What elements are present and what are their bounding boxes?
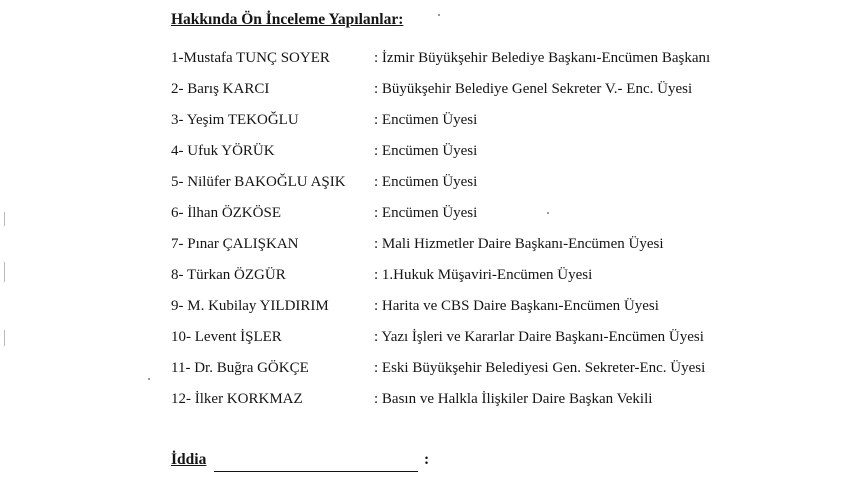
claim-colon: : — [424, 451, 430, 468]
claim-underline — [214, 471, 418, 472]
member-name: 10- Levent İŞLER — [171, 329, 282, 345]
member-row — [171, 109, 831, 140]
member-name: 2- Barış KARCI — [171, 81, 270, 97]
member-role: : Harita ve CBS Daire Başkanı-Encümen Üyesi — [374, 298, 659, 314]
member-name: 4- Ufuk YÖRÜK — [171, 143, 275, 159]
claim-label: İddia — [171, 451, 207, 468]
scan-artifact — [438, 14, 440, 16]
member-role: : Büyükşehir Belediye Genel Sekreter V.- Enc. Üyesi — [374, 81, 693, 97]
member-list — [171, 47, 831, 419]
member-row — [171, 233, 831, 264]
section-heading — [171, 11, 403, 29]
member-row — [171, 264, 831, 295]
member-name: 11- Dr. Buğra GÖKÇE — [171, 360, 309, 376]
member-role: : Encümen Üyesi — [374, 143, 478, 159]
member-row — [171, 78, 831, 109]
member-row — [171, 326, 831, 357]
member-row — [171, 202, 831, 233]
member-role: : Mali Hizmetler Daire Başkanı-Encümen Üyesi — [374, 236, 664, 252]
member-name: 9- M. Kubilay YILDIRIM — [171, 298, 329, 314]
member-role: : Basın ve Halkla İlişkiler Daire Başkan Vekili — [374, 391, 653, 407]
scan-artifact — [148, 378, 150, 380]
member-role: : Encümen Üyesi — [374, 174, 478, 190]
member-name: 8- Türkan ÖZGÜR — [171, 267, 286, 283]
member-name: 12- İlker KORKMAZ — [171, 391, 303, 407]
member-name: 6- İlhan ÖZKÖSE — [171, 205, 281, 221]
scan-artifact — [4, 330, 5, 346]
member-name: 1-Mustafa TUNÇ SOYER — [171, 50, 330, 66]
scan-artifact — [4, 212, 5, 226]
scan-artifact — [4, 262, 5, 282]
member-name: 5- Nilüfer BAKOĞLU AŞIK — [171, 174, 346, 190]
member-row — [171, 357, 831, 388]
heading-colon: : — [398, 11, 404, 28]
member-name: 3- Yeşim TEKOĞLU — [171, 112, 299, 128]
member-role: : Yazı İşleri ve Kararlar Daire Başkanı-Encümen Üyesi — [374, 329, 704, 345]
member-row — [171, 295, 831, 326]
member-row — [171, 388, 831, 419]
member-row — [171, 171, 831, 202]
member-row — [171, 47, 831, 78]
member-role: : Eski Büyükşehir Belediyesi Gen. Sekreter-Enc. Üyesi — [374, 360, 706, 376]
heading-title: Hakkında Ön İnceleme Yapılanlar — [171, 11, 399, 28]
member-role: : İzmir Büyükşehir Belediye Başkanı-Encümen Başkanı — [374, 50, 711, 66]
member-role: : 1.Hukuk Müşaviri-Encümen Üyesi — [374, 267, 593, 283]
scan-artifact — [547, 212, 549, 214]
member-row — [171, 140, 831, 171]
member-role: : Encümen Üyesi — [374, 112, 478, 128]
member-role: : Encümen Üyesi — [374, 205, 478, 221]
member-name: 7- Pınar ÇALIŞKAN — [171, 236, 299, 252]
